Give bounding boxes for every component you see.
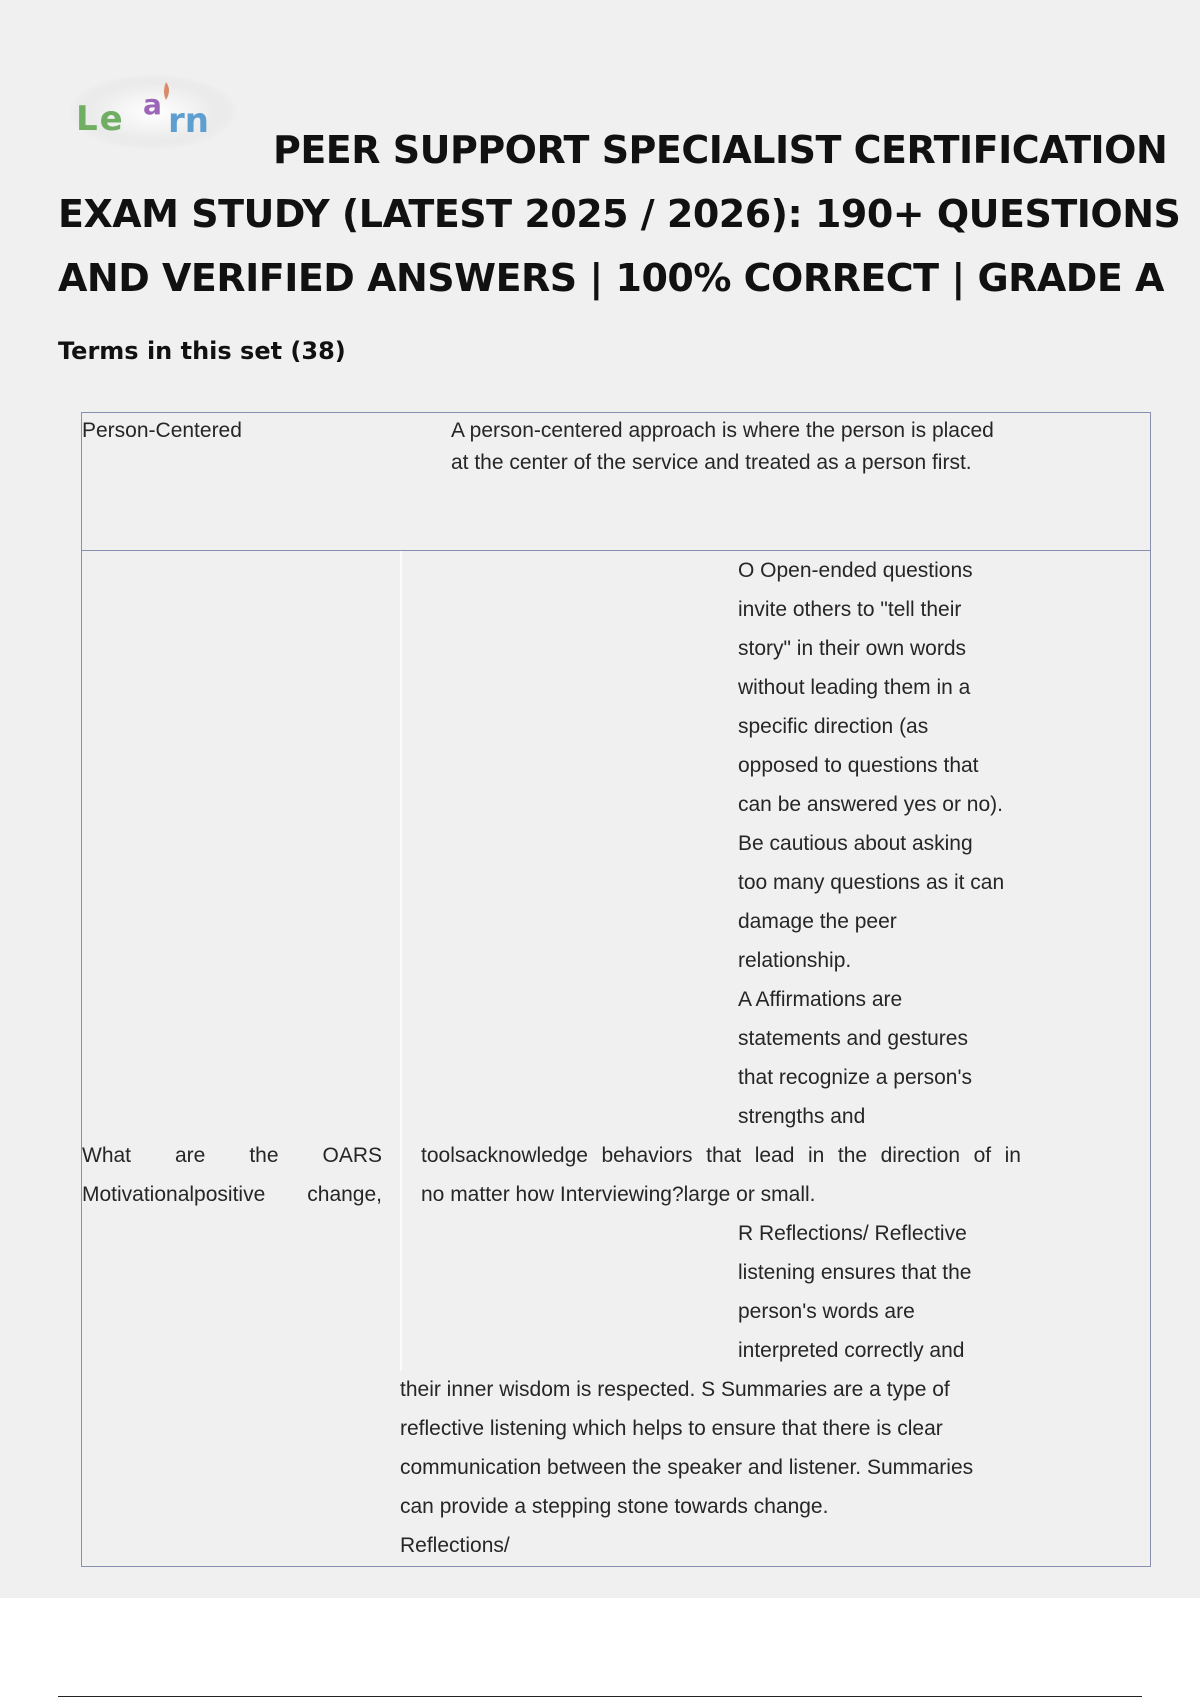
definition-oars-part-d	[400, 1370, 1040, 1565]
svg-text:Le: Le	[76, 99, 125, 139]
definition-line: communication between the speaker and listener. Summaries	[400, 1456, 974, 1479]
definition-line: toolsacknowledge behaviors that lead in the direction of in	[421, 1144, 1021, 1167]
definition-line: Reflections/	[400, 1534, 510, 1557]
footer-rule	[58, 1696, 1142, 1697]
svg-text:a: a	[143, 88, 162, 121]
definition-person-centered	[451, 415, 1051, 479]
definition-line: A person-centered approach is where the person is placed	[451, 419, 994, 442]
definition-line: R Reflections/ Reflective	[738, 1222, 967, 1245]
definition-line: O Open-ended questions	[738, 559, 973, 582]
definition-line: Be cautious about asking	[738, 832, 973, 855]
definition-line: interpreted correctly and	[738, 1339, 965, 1362]
definition-line: specific direction (as	[738, 715, 929, 738]
terms-table	[81, 412, 1151, 1567]
definition-line: damage the peer	[738, 910, 897, 933]
title-line-2: EXAM STUDY (LATEST 2025 / 2026): 190+ QUESTIONS	[58, 192, 1181, 236]
definition-line: story" in their own words	[738, 637, 967, 660]
title-line-1: PEER SUPPORT SPECIALIST CERTIFICATION	[273, 128, 1168, 172]
definition-line: strengths and	[738, 1105, 866, 1128]
term-oars	[82, 1136, 382, 1214]
definition-line: invite others to "tell their	[738, 598, 962, 621]
definition-line: reflective listening which helps to ensure that there is clear	[400, 1417, 943, 1440]
terms-heading: Terms in this set (38)	[58, 337, 346, 365]
definition-line: can provide a stepping stone towards change.	[400, 1495, 829, 1518]
column-divider	[400, 551, 402, 1371]
definition-line: person's words are	[738, 1300, 915, 1323]
svg-text:rn: rn	[168, 101, 209, 141]
definition-line: without leading them in a	[738, 676, 971, 699]
definition-oars-part-b	[421, 1136, 1021, 1214]
term-line: What are the OARS	[82, 1144, 382, 1167]
definition-line: opposed to questions that	[738, 754, 979, 777]
definition-line: relationship.	[738, 949, 852, 972]
term-person-centered: Person-Centered	[82, 419, 242, 442]
definition-oars-part-a	[738, 551, 1038, 1136]
definition-line: at the center of the service and treated as a person first.	[451, 451, 972, 474]
definition-line: can be answered yes or no).	[738, 793, 1003, 816]
definition-line: their inner wisdom is respected. S Summaries are a type of	[400, 1378, 950, 1401]
definition-line: too many questions as it can	[738, 871, 1005, 894]
title-line-3: AND VERIFIED ANSWERS | 100% CORRECT | GRADE A	[58, 256, 1164, 300]
document-title	[58, 118, 1181, 310]
definition-oars-part-c	[738, 1214, 1038, 1370]
definition-line: A Affirmations are	[738, 988, 903, 1011]
term-line: Motivationalpositive change,	[82, 1183, 382, 1206]
definition-line: listening ensures that the	[738, 1261, 972, 1284]
definition-line: statements and gestures	[738, 1027, 968, 1050]
definition-line: no matter how Interviewing?large or small.	[421, 1183, 816, 1206]
definition-line: that recognize a person's	[738, 1066, 972, 1089]
